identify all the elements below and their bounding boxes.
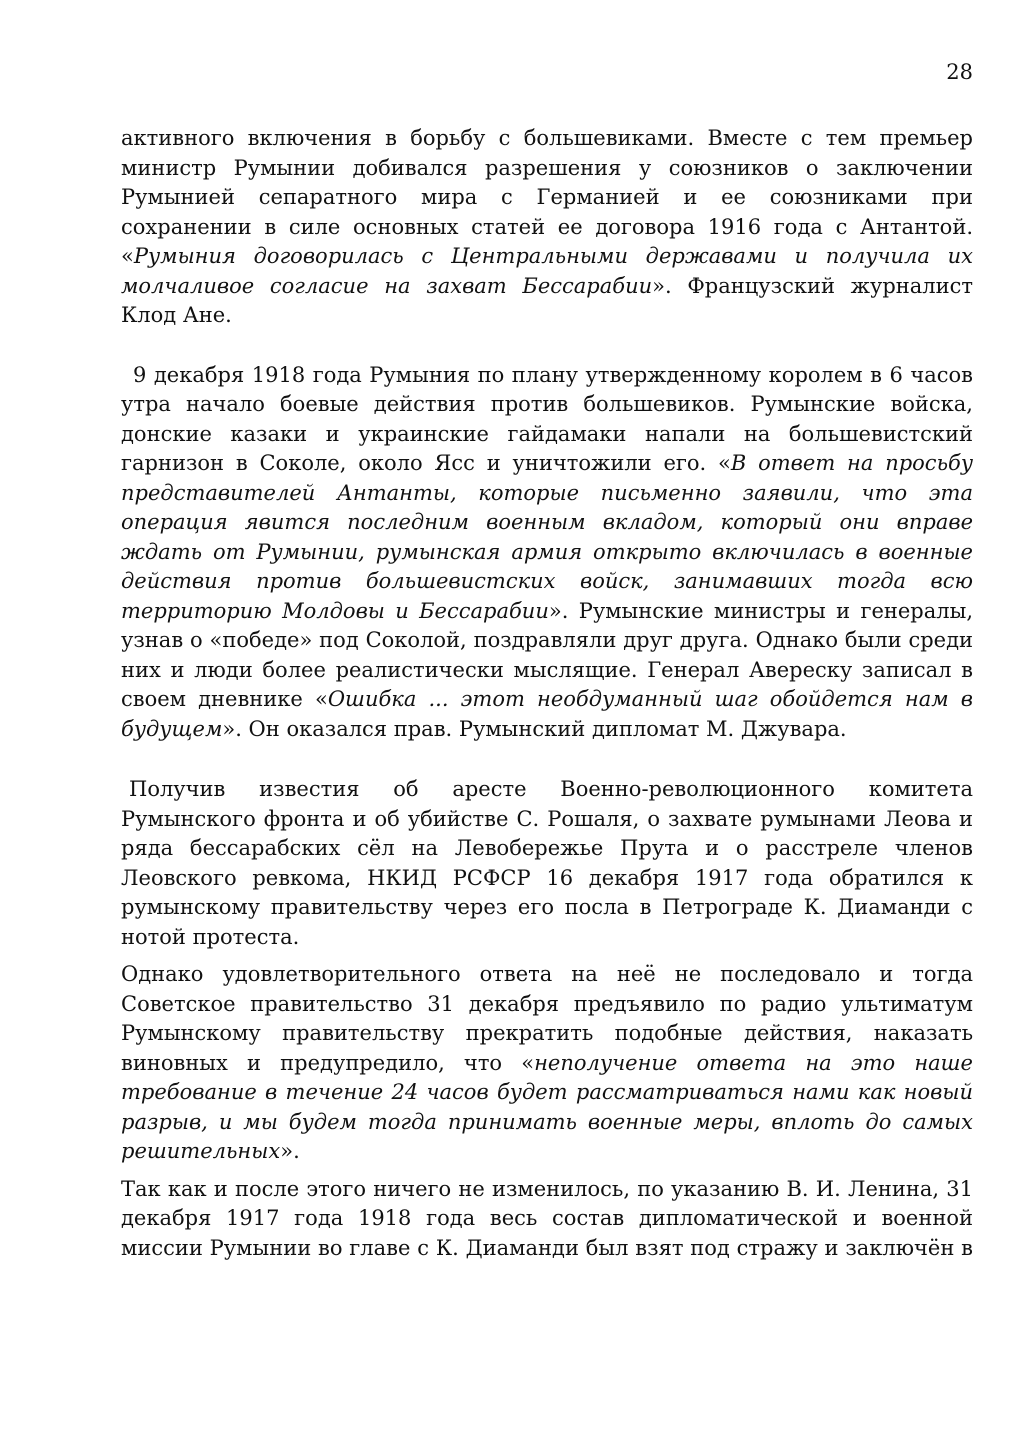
paragraph-1	[121, 124, 973, 331]
paragraph-2-text: 9 декабря 1918 года Румыния по плану утвержденному королем в 6 часов утра начало боевые действия против большевиков. Румынские войска, донские казаки и украинские гайдамаки напали на большевистский гарнизон в Соколе, около Ясс и уничтожили его. «	[121, 362, 973, 475]
paragraph-4	[121, 960, 973, 1167]
paragraph-4-quote: неполучение ответа на это наше требование в течение 24 часов будет рассматриваться нами как новый разрыв, и мы будем тогда принимать военные меры, вплоть до самых решительных	[121, 1050, 973, 1163]
paragraph-2-quote-1: В ответ на просьбу представителей Антанты, которые письменно заявили, что эта операция явится последним военным вкладом, который они вправе ждать от Румынии, румынская армия открыто включилась в военные действия против большевистских войск, занимавших тогда всю территорию Молдовы и Бессарабии	[121, 451, 974, 623]
paragraph-5-text: Так как и после этого ничего не изменилось, по указанию В. И. Ленина, 31 декабря 1917 года 1918 года весь состав дипломатической и военной миссии Румынии во главе с К. Диаманди был взят под стражу и заключён в	[121, 1176, 973, 1260]
page-number: 28	[946, 60, 973, 84]
paragraph-3	[121, 775, 973, 952]
paragraph-4-text: Однако удовлетворительного ответа на неё не последовало и тогда Советское правительство 31 декабря предъявило по радио ультиматум Румынскому правительству прекратить подобные действия, наказать виновных и предупредило, что «	[121, 962, 973, 1075]
paragraph-4-text-end: ».	[280, 1139, 300, 1163]
document-body	[121, 124, 973, 1263]
paragraph-1-quote: Румыния договорилась с Центральными державами и получила их молчаливое согласие на захват Бессарабии	[121, 244, 973, 298]
paragraph-1-text-end: ». Французский журналист Клод Ане.	[121, 273, 973, 327]
paragraph-1-text: активного включения в борьбу с большевиками. Вместе с тем премьер министр Румынии добивался разрешения у союзников о заключении Румынией сепаратного мира с Германией и ее союзниками при сохранении в силе основных статей ее договора 1916 года с Антантой. «	[121, 126, 973, 268]
paragraph-3-text: Получив известия об аресте Военно-революционного комитета Румынского фронта и об убийстве С. Рошаля, о захвате румынами Леова и ряда бессарабских сёл на Левобережье Прута и о расстреле членов Леовского ревкома, НКИД РСФСР 16 декабря 1917 года обратился к румынскому правительству через его посла в Петрограде К. Диаманди с нотой протеста.	[121, 777, 973, 949]
paragraph-2-text-end: ». Он оказался прав. Румынский дипломат М. Джувара.	[222, 716, 847, 741]
paragraph-2-quote-2: Ошибка ... этот необдуманный шаг обойдется нам в будущем	[121, 687, 973, 741]
paragraph-2-text-middle: ». Румынские министры и генералы, узнав о «победе» под Соколой, поздравляли друг друга. Однако были среди них и люди более реалистически мыслящие. Генерал Авереску записал в своем дневнике «	[121, 598, 973, 711]
paragraph-5	[121, 1175, 973, 1264]
paragraph-2	[121, 361, 973, 745]
